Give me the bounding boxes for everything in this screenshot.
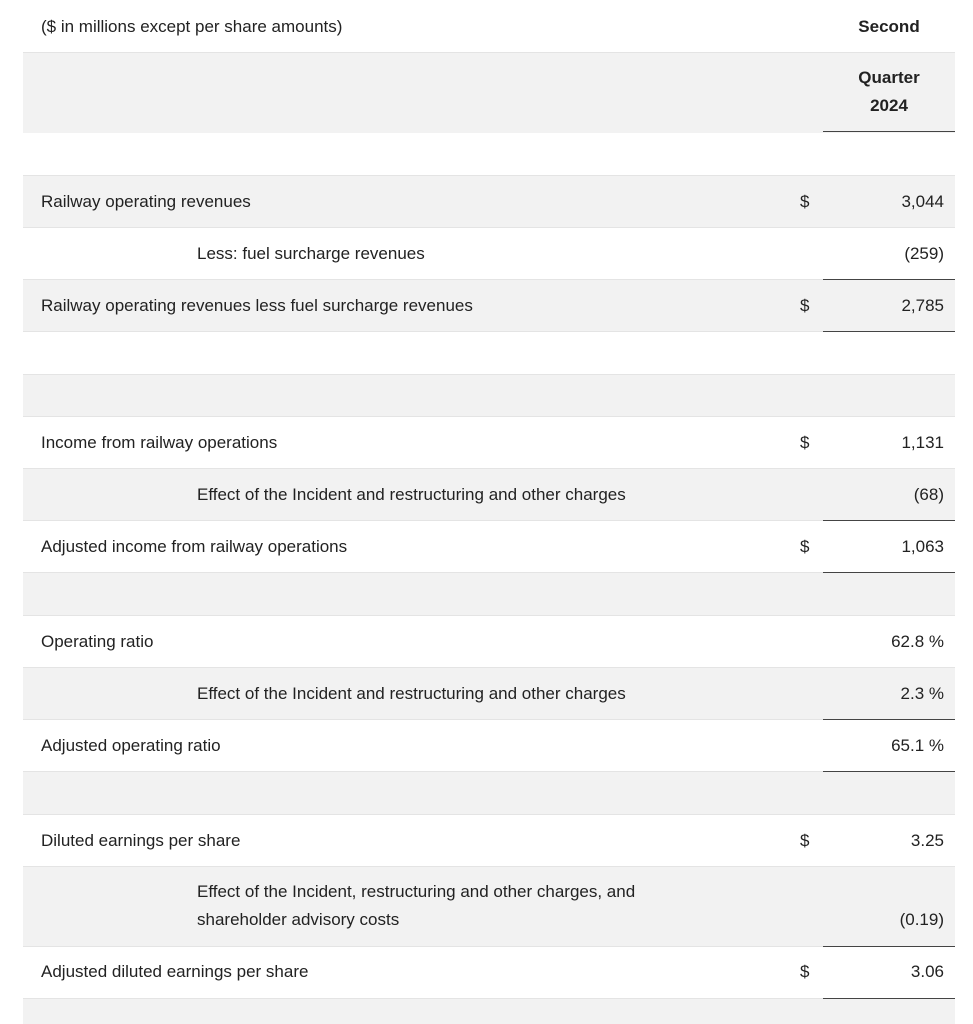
currency-symbol: $ bbox=[800, 433, 810, 452]
table-caption: ($ in millions except per share amounts) bbox=[41, 17, 343, 36]
row-label: Adjusted operating ratio bbox=[41, 736, 221, 755]
row-value: 3.25 bbox=[910, 831, 944, 850]
column-header-line3: 2024 bbox=[870, 96, 908, 115]
row-label: Diluted earnings per share bbox=[41, 831, 241, 850]
row-label: Less: fuel surcharge revenues bbox=[197, 244, 425, 263]
header-row-caption bbox=[23, 0, 955, 53]
currency-symbol: $ bbox=[800, 192, 810, 211]
currency-symbol: $ bbox=[800, 537, 810, 556]
row-label: Effect of the Incident and restructuring and other charges bbox=[197, 485, 626, 504]
currency-symbol: $ bbox=[800, 831, 810, 850]
header-row-period bbox=[23, 53, 955, 133]
row-value: 2,785 bbox=[901, 296, 944, 315]
spacer-row bbox=[23, 375, 955, 417]
row-label: Income from railway operations bbox=[41, 433, 278, 452]
currency-symbol: $ bbox=[800, 296, 810, 315]
row-value: 1,131 bbox=[901, 433, 944, 452]
row-label: Operating ratio bbox=[41, 632, 154, 651]
spacer-row bbox=[23, 772, 955, 815]
currency-symbol: $ bbox=[800, 962, 810, 981]
row-value: 1,063 bbox=[901, 537, 944, 556]
table-row bbox=[23, 176, 955, 228]
table-row bbox=[23, 947, 955, 999]
table-row bbox=[23, 521, 955, 573]
row-label: Railway operating revenues bbox=[41, 192, 251, 211]
table-row bbox=[23, 815, 955, 867]
column-header-line1: Second bbox=[858, 17, 920, 36]
spacer-row bbox=[23, 332, 955, 375]
row-value: 2.3 % bbox=[900, 684, 944, 703]
row-value: 3,044 bbox=[901, 192, 944, 211]
spacer-row bbox=[23, 573, 955, 616]
row-label: Effect of the Incident, restructuring and other charges, and bbox=[197, 882, 636, 901]
table-row bbox=[23, 469, 955, 521]
table-row bbox=[23, 720, 955, 772]
row-value: (0.19) bbox=[899, 910, 944, 929]
row-value: 65.1 % bbox=[891, 736, 944, 755]
row-value: (68) bbox=[913, 485, 944, 504]
row-label: Railway operating revenues less fuel surcharge revenues bbox=[41, 296, 473, 315]
row-label: Adjusted diluted earnings per share bbox=[41, 962, 309, 981]
row-label: Effect of the Incident and restructuring and other charges bbox=[197, 684, 626, 703]
row-label-line2: shareholder advisory costs bbox=[197, 910, 400, 929]
table-row bbox=[23, 616, 955, 668]
header-underline bbox=[823, 131, 955, 132]
spacer-row bbox=[23, 133, 955, 176]
row-label: Adjusted income from railway operations bbox=[41, 537, 348, 556]
row-value: 3.06 bbox=[910, 962, 944, 981]
column-header-line2: Quarter bbox=[858, 68, 920, 87]
table-row bbox=[23, 228, 955, 280]
table-row bbox=[23, 417, 955, 469]
table-row bbox=[23, 867, 955, 947]
row-value: (259) bbox=[904, 244, 944, 263]
row-value: 62.8 % bbox=[891, 632, 944, 651]
spacer-row bbox=[23, 999, 955, 1024]
table-row bbox=[23, 668, 955, 720]
table-row bbox=[23, 280, 955, 332]
